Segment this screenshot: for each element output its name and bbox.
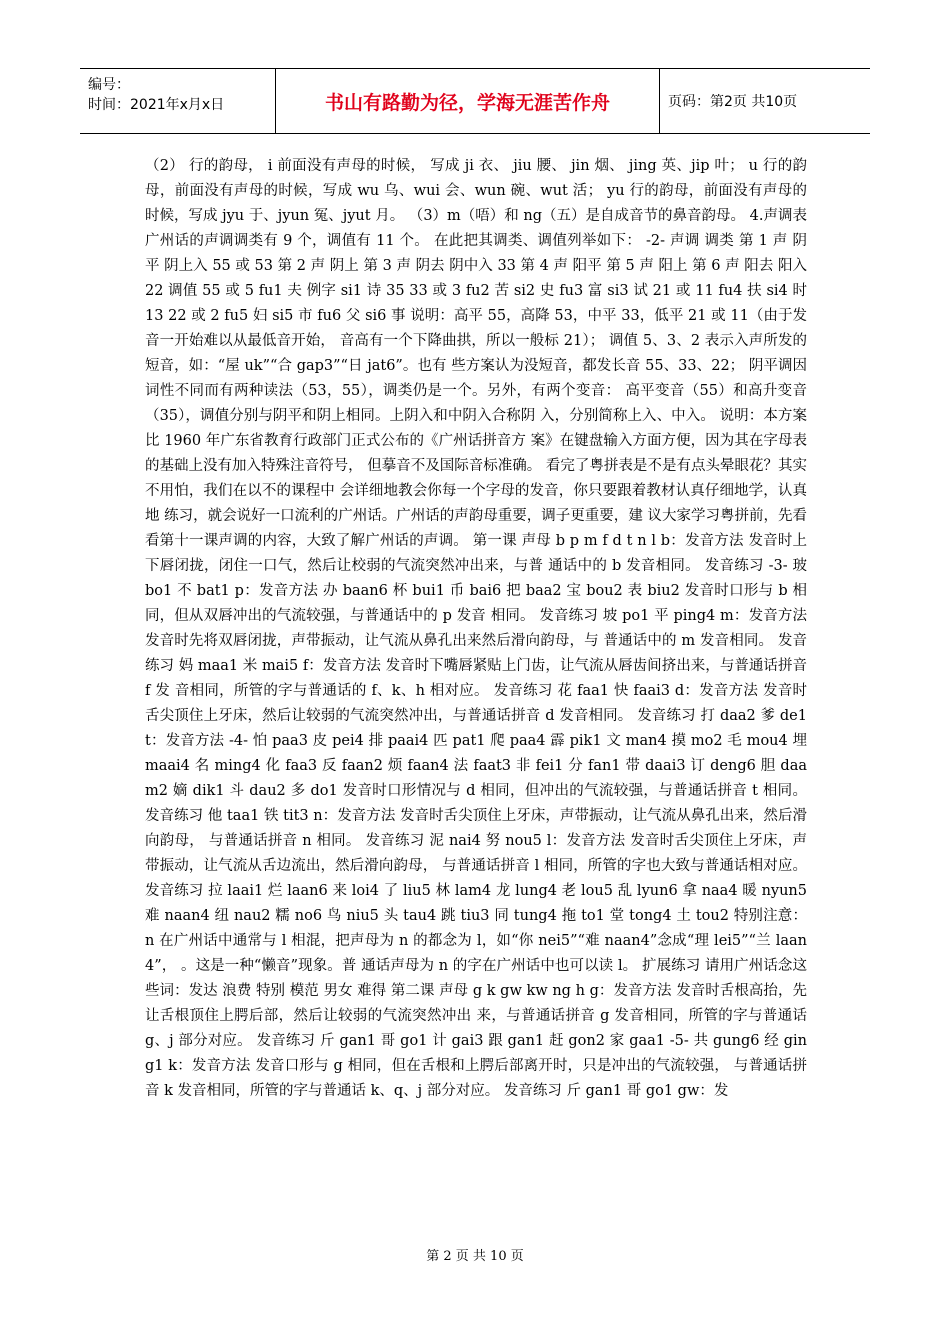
page-footer: 第 2 页 共 10 页: [426, 1249, 524, 1264]
page-header: [80, 68, 870, 134]
header-page-info: 页码：第2页 共10页: [668, 94, 798, 110]
document-body: [145, 154, 807, 1104]
header-motto: 书山有路勤为径，学海无涯苦作舟: [276, 69, 660, 133]
document-number-label: 编号：: [88, 77, 130, 93]
body-paragraph: （2） 行的韵母， i 前面没有声母的时候， 写成 ji 衣、 jiu 腰、 jin 烟、 jing 英、jip 叶； u 行的韵母，前面没有声母的时候，写成 wu 乌、wui 会、wun 碗、wut 活； yu 行的韵母，前面没有声母的时候，写成 jyu 于、jyun 冤、jyut 月。 （3）m（唔）和 ng（五）是自成音节的鼻音韵母。 4.声调表 广州话的声调调类有 9 个，调值有 11 个。 在此把其调类、调值列举如下： -2- 声调 调类 第 1 声 阴平 阴上入 55 或 53 第 2 声 阴上 第 3 声 阴去 阴中入 33 第 4 声 阳平 第 5 声 阳上 第 6 声 阳去 阳入 22 调值 55 或 5 fu1 夫 例字 si1 诗 35 33 或 3 fu2 苦 si2 史 fu3 富 si3 试 21 或 11 fu4 扶 si4 时 13 22 或 2 fu5 妇 si5 市 fu6 父 si6 事 说明：高平 55，高降 53，中平 33，低平 21 或 11（由于发音一开始难以从最低音开始， 音高有一个下降曲拱，所以一般标 21）； 调值 5、3、2 表示入声所发的短音，如：“屋 uk”“合 gap3”“日 jat6”。也有 些方案认为没短音，都发长音 55、33、22； 阴平调因词性不同而有两种读法（53，55），调类仍是一个。另外，有两个变音： 高平变音（55）和高升变音（35），调值分别与阴平和阴上相同。上阴入和中阴入合称阴 入，分别简称上入、中入。 说明：本方案比 1960 年广东省教育行政部门正式公布的《广州话拼音方 案》在键盘输入方面方便，因为其在字母表的基础上没有加入特殊注音符号， 但摹音不及国际音标准确。 看完了粤拼表是不是有点头晕眼花？其实不用怕，我们在以不的课程中 会详细地教会你每一个字母的发音，你只要跟着教材认真仔细地学，认真地 练习，就会说好一口流利的广州话。广州话的声韵母重要，调子更重要，建 议大家学习粤拼前，先看看第十一课声调的内容，大致了解广州话的声调。 第一课 声母 b p m f d t n l b：发音方法 发音时上下唇闭拢，闭住一口气，然后让校弱的气流突然冲出来，与普 通话中的 b 发音相同。 发音练习 -3- 玻 bo1 不 bat1 p：发音方法 办 baan6 杯 bui1 币 bai6 把 baa2 宝 bou2 表 biu2 发音时口形与 b 相同，但从双唇冲出的气流较强，与普通话中的 p 发音 相同。 发音练习 坡 po1 平 ping4 m：发音方法 发音时先将双唇闭拢，声带振动，让气流从鼻孔出来然后滑向韵母，与 普通话中的 m 发音相同。 发音练习 妈 maa1 米 mai5 f：发音方法 发音时下嘴唇紧贴上门齿，让气流从唇齿间挤出来，与普通话拼音 f 发 音相同，所管的字与普通话的 f、k、h 相对应。 发音练习 花 faa1 快 faai3 d：发音方法 发音时舌尖顶住上牙床，然后让较弱的气流突然冲出，与普通话拼音 d 发音相同。 发音练习 打 daa2 爹 de1 t：发音方法 -4- 怕 paa3 皮 pei4 排 paai4 匹 pat1 爬 paa4 霹 pik1 文 man4 摸 mo2 毛 mou4 埋 maai4 名 ming4 化 faa3 反 faan2 烦 faan4 法 faat3 非 fei1 分 fan1 带 daai3 订 deng6 胆 daam2 嫡 dik1 斗 dau2 多 do1 发音时口形情况与 d 相同，但冲出的气流较强，与普通话拼音 t 相同。 发音练习 他 taa1 铁 tit3 n：发音方法 发音时舌尖顶住上牙床，声带振动，让气流从鼻孔出来，然后滑向韵母， 与普通话拼音 n 相同。 发音练习 泥 nai4 努 nou5 l：发音方法 发音时舌尖顶住上牙床，声带振动，让气流从舌边流出，然后滑向韵母， 与普通话拼音 l 相同，所管的字也大致与普通话相对应。 发音练习 拉 laai1 烂 laan6 来 loi4 了 liu5 林 lam4 龙 lung4 老 lou5 乱 lyun6 拿 naa4 暖 nyun5 难 naan4 纽 nau2 糯 no6 鸟 niu5 头 tau4 跳 tiu3 同 tung4 拖 to1 堂 tong4 土 tou2 特别注意：n 在广州话中通常与 l 相混，把声母为 n 的都念为 l，如“你 nei5”“难 naan4”念成“理 lei5”“兰 laan4”， 。这是一种“懒音”现象。普 通话声母为 n 的字在广州话中也可以读 l。 扩展练习 请用广州话念这些词：发达 浪费 特别 模范 男女 难得 第二课 声母 g k gw kw ng h g：发音方法 发音时舌根高抬，先让舌根顶住上腭后部，然后让较弱的气流突然冲出 来，与普通话拼音 g 发音相同，所管的字与普通话 g、j 部分对应。 发音练习 斤 gan1 哥 go1 计 gai3 跟 gan1 赶 gon2 家 gaa1 -5- 共 gung6 经 ging1 k：发音方法 发音口形与 g 相同，但在舌根和上腭后部离开时，只是冲出的气流较强， 与普通话拼音 k 发音相同，所管的字与普通话 k、q、j 部分对应。 发音练习 斤 gan1 哥 go1 gw：发: [145, 158, 807, 1099]
header-meta: [80, 69, 276, 133]
document-date: 时间：2021年x月x日: [88, 97, 225, 113]
